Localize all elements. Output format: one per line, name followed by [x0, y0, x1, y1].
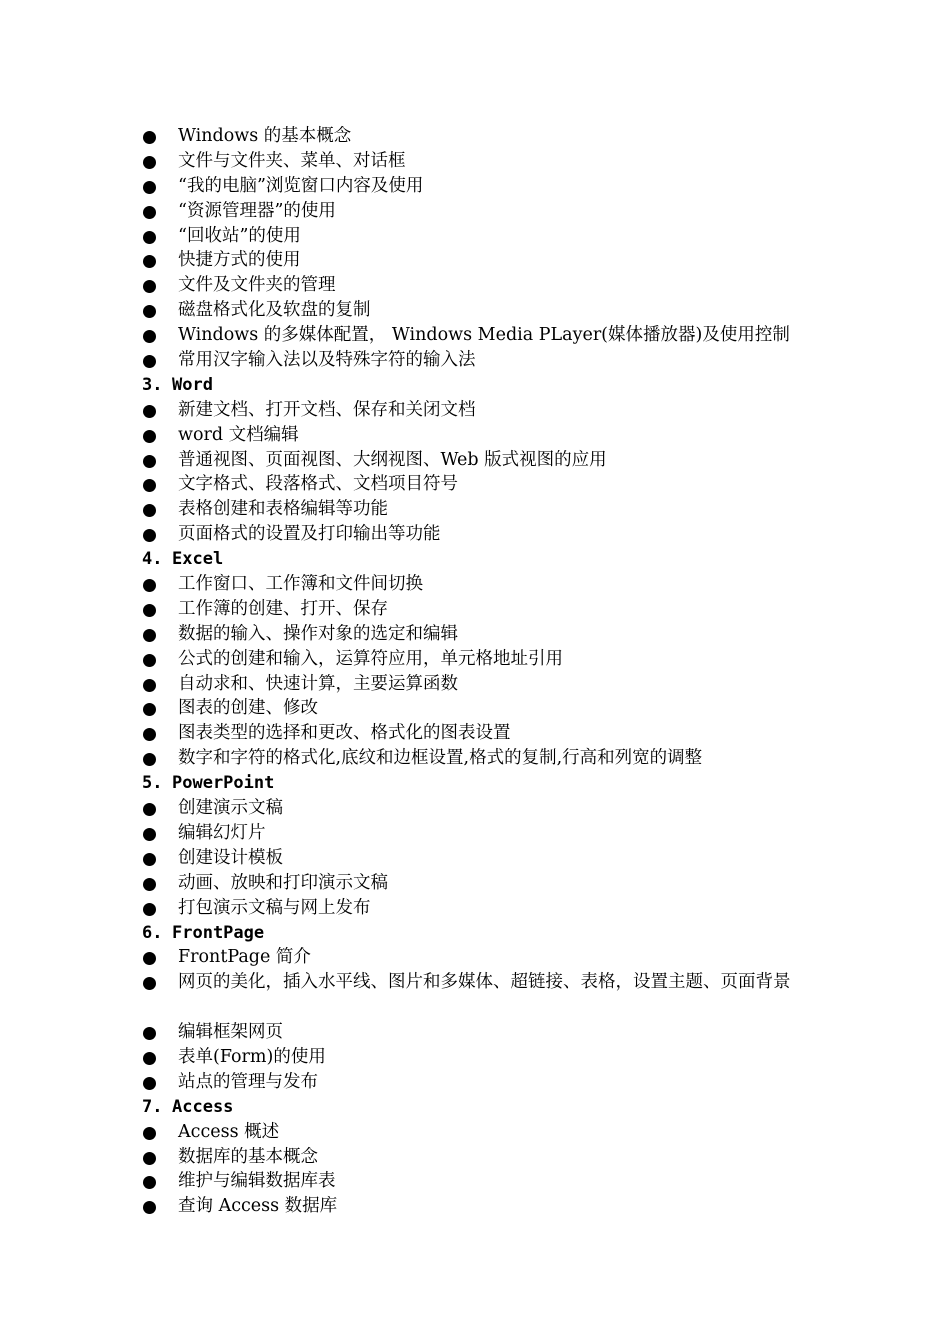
list-item: 公式的创建和输入，运算符应用，单元格地址引用 [142, 647, 822, 672]
list-item: “资源管理器”的使用 [142, 199, 822, 224]
section-heading-powerpoint: 5. PowerPoint [142, 773, 275, 794]
list-item: 新建文档、打开文档、保存和关闭文档 [142, 398, 822, 423]
list-item: 站点的管理与发布 [142, 1070, 822, 1095]
bullet-icon [143, 654, 156, 667]
bullet-icon [143, 1152, 156, 1165]
list-item: “回收站”的使用 [142, 224, 822, 249]
bullet-icon [143, 181, 156, 194]
bullet-icon [143, 430, 156, 443]
list-item: Windows 的基本概念 [142, 124, 822, 149]
list-item: Access 概述 [142, 1120, 822, 1145]
bullet-icon [143, 753, 156, 766]
section-heading-frontpage: 6. FrontPage [142, 922, 265, 943]
bullet-icon [143, 305, 156, 318]
bullet-icon [143, 1176, 156, 1189]
document-body [142, 124, 822, 1219]
bullet-icon [143, 1027, 156, 1040]
section-heading-word: 3. Word [142, 374, 213, 395]
bullet-icon [143, 728, 156, 741]
bullet-icon [143, 853, 156, 866]
bullet-icon [143, 1077, 156, 1090]
list-item: 表格创建和表格编辑等功能 [142, 497, 822, 522]
list-item: 文件及文件夹的管理 [142, 273, 822, 298]
list-item: 自动求和、快速计算，主要运算函数 [142, 672, 822, 697]
bullet-icon [143, 529, 156, 542]
bullet-icon [143, 878, 156, 891]
bullet-icon [143, 579, 156, 592]
list-item: 文字格式、段落格式、文档项目符号 [142, 472, 822, 497]
list-item: 创建演示文稿 [142, 796, 822, 821]
list-item: 维护与编辑数据库表 [142, 1169, 822, 1194]
list-item: “我的电脑”浏览窗口内容及使用 [142, 174, 822, 199]
bullet-icon [143, 803, 156, 816]
list-item: 打包演示文稿与网上发布 [142, 896, 822, 921]
bullet-icon [143, 828, 156, 841]
list-item: 表单(Form)的使用 [142, 1045, 822, 1070]
list-item: word 文档编辑 [142, 423, 822, 448]
list-item: 工作窗口、工作簿和文件间切换 [142, 572, 822, 597]
list-item: 动画、放映和打印演示文稿 [142, 871, 822, 896]
bullet-icon [143, 952, 156, 965]
list-item: 数据库的基本概念 [142, 1145, 822, 1170]
bullet-icon [143, 977, 156, 990]
list-item: 数字和字符的格式化,底纹和边框设置,格式的复制,行高和列宽的调整 [142, 746, 822, 771]
list-item: 快捷方式的使用 [142, 248, 822, 273]
bullet-icon [143, 131, 156, 144]
list-item: 工作簿的创建、打开、保存 [142, 597, 822, 622]
list-item: 磁盘格式化及软盘的复制 [142, 298, 822, 323]
list-item: 创建设计模板 [142, 846, 822, 871]
bullet-icon [143, 231, 156, 244]
bullet-icon [143, 504, 156, 517]
list-item: 页面格式的设置及打印输出等功能 [142, 522, 822, 547]
list-item: FrontPage 简介 [142, 945, 822, 970]
list-item: 图表的创建、修改 [142, 696, 822, 721]
list-item: 数据的输入、操作对象的选定和编辑 [142, 622, 822, 647]
bullet-icon [143, 455, 156, 468]
bullet-icon [143, 1052, 156, 1065]
list-item: Windows 的多媒体配置， Windows Media PLayer(媒体播放器)及使用控制 [142, 323, 822, 348]
list-item: 图表类型的选择和更改、格式化的图表设置 [142, 721, 822, 746]
bullet-icon [143, 1127, 156, 1140]
section-heading-excel: 4. Excel [142, 549, 224, 570]
bullet-icon [143, 679, 156, 692]
section-heading-access: 7. Access [142, 1096, 234, 1117]
list-item: 编辑幻灯片 [142, 821, 822, 846]
bullet-icon [143, 355, 156, 368]
bullet-icon [143, 479, 156, 492]
bullet-icon [143, 156, 156, 169]
list-item: 网页的美化，插入水平线、图片和多媒体、超链接、表格，设置主题、页面背景 [142, 970, 822, 1020]
bullet-icon [143, 330, 156, 343]
bullet-icon [143, 255, 156, 268]
bullet-icon [143, 629, 156, 642]
bullet-icon [143, 1201, 156, 1214]
list-item: 编辑框架网页 [142, 1020, 822, 1045]
section-windows-items [142, 124, 822, 373]
bullet-icon [143, 703, 156, 716]
list-item: 查询 Access 数据库 [142, 1194, 822, 1219]
bullet-icon [143, 280, 156, 293]
bullet-icon [143, 903, 156, 916]
list-item: 常用汉字输入法以及特殊字符的输入法 [142, 348, 822, 373]
list-item: 普通视图、页面视图、大纲视图、Web 版式视图的应用 [142, 448, 822, 473]
bullet-icon [143, 405, 156, 418]
bullet-icon [143, 206, 156, 219]
list-item: 文件与文件夹、菜单、对话框 [142, 149, 822, 174]
bullet-icon [143, 604, 156, 617]
